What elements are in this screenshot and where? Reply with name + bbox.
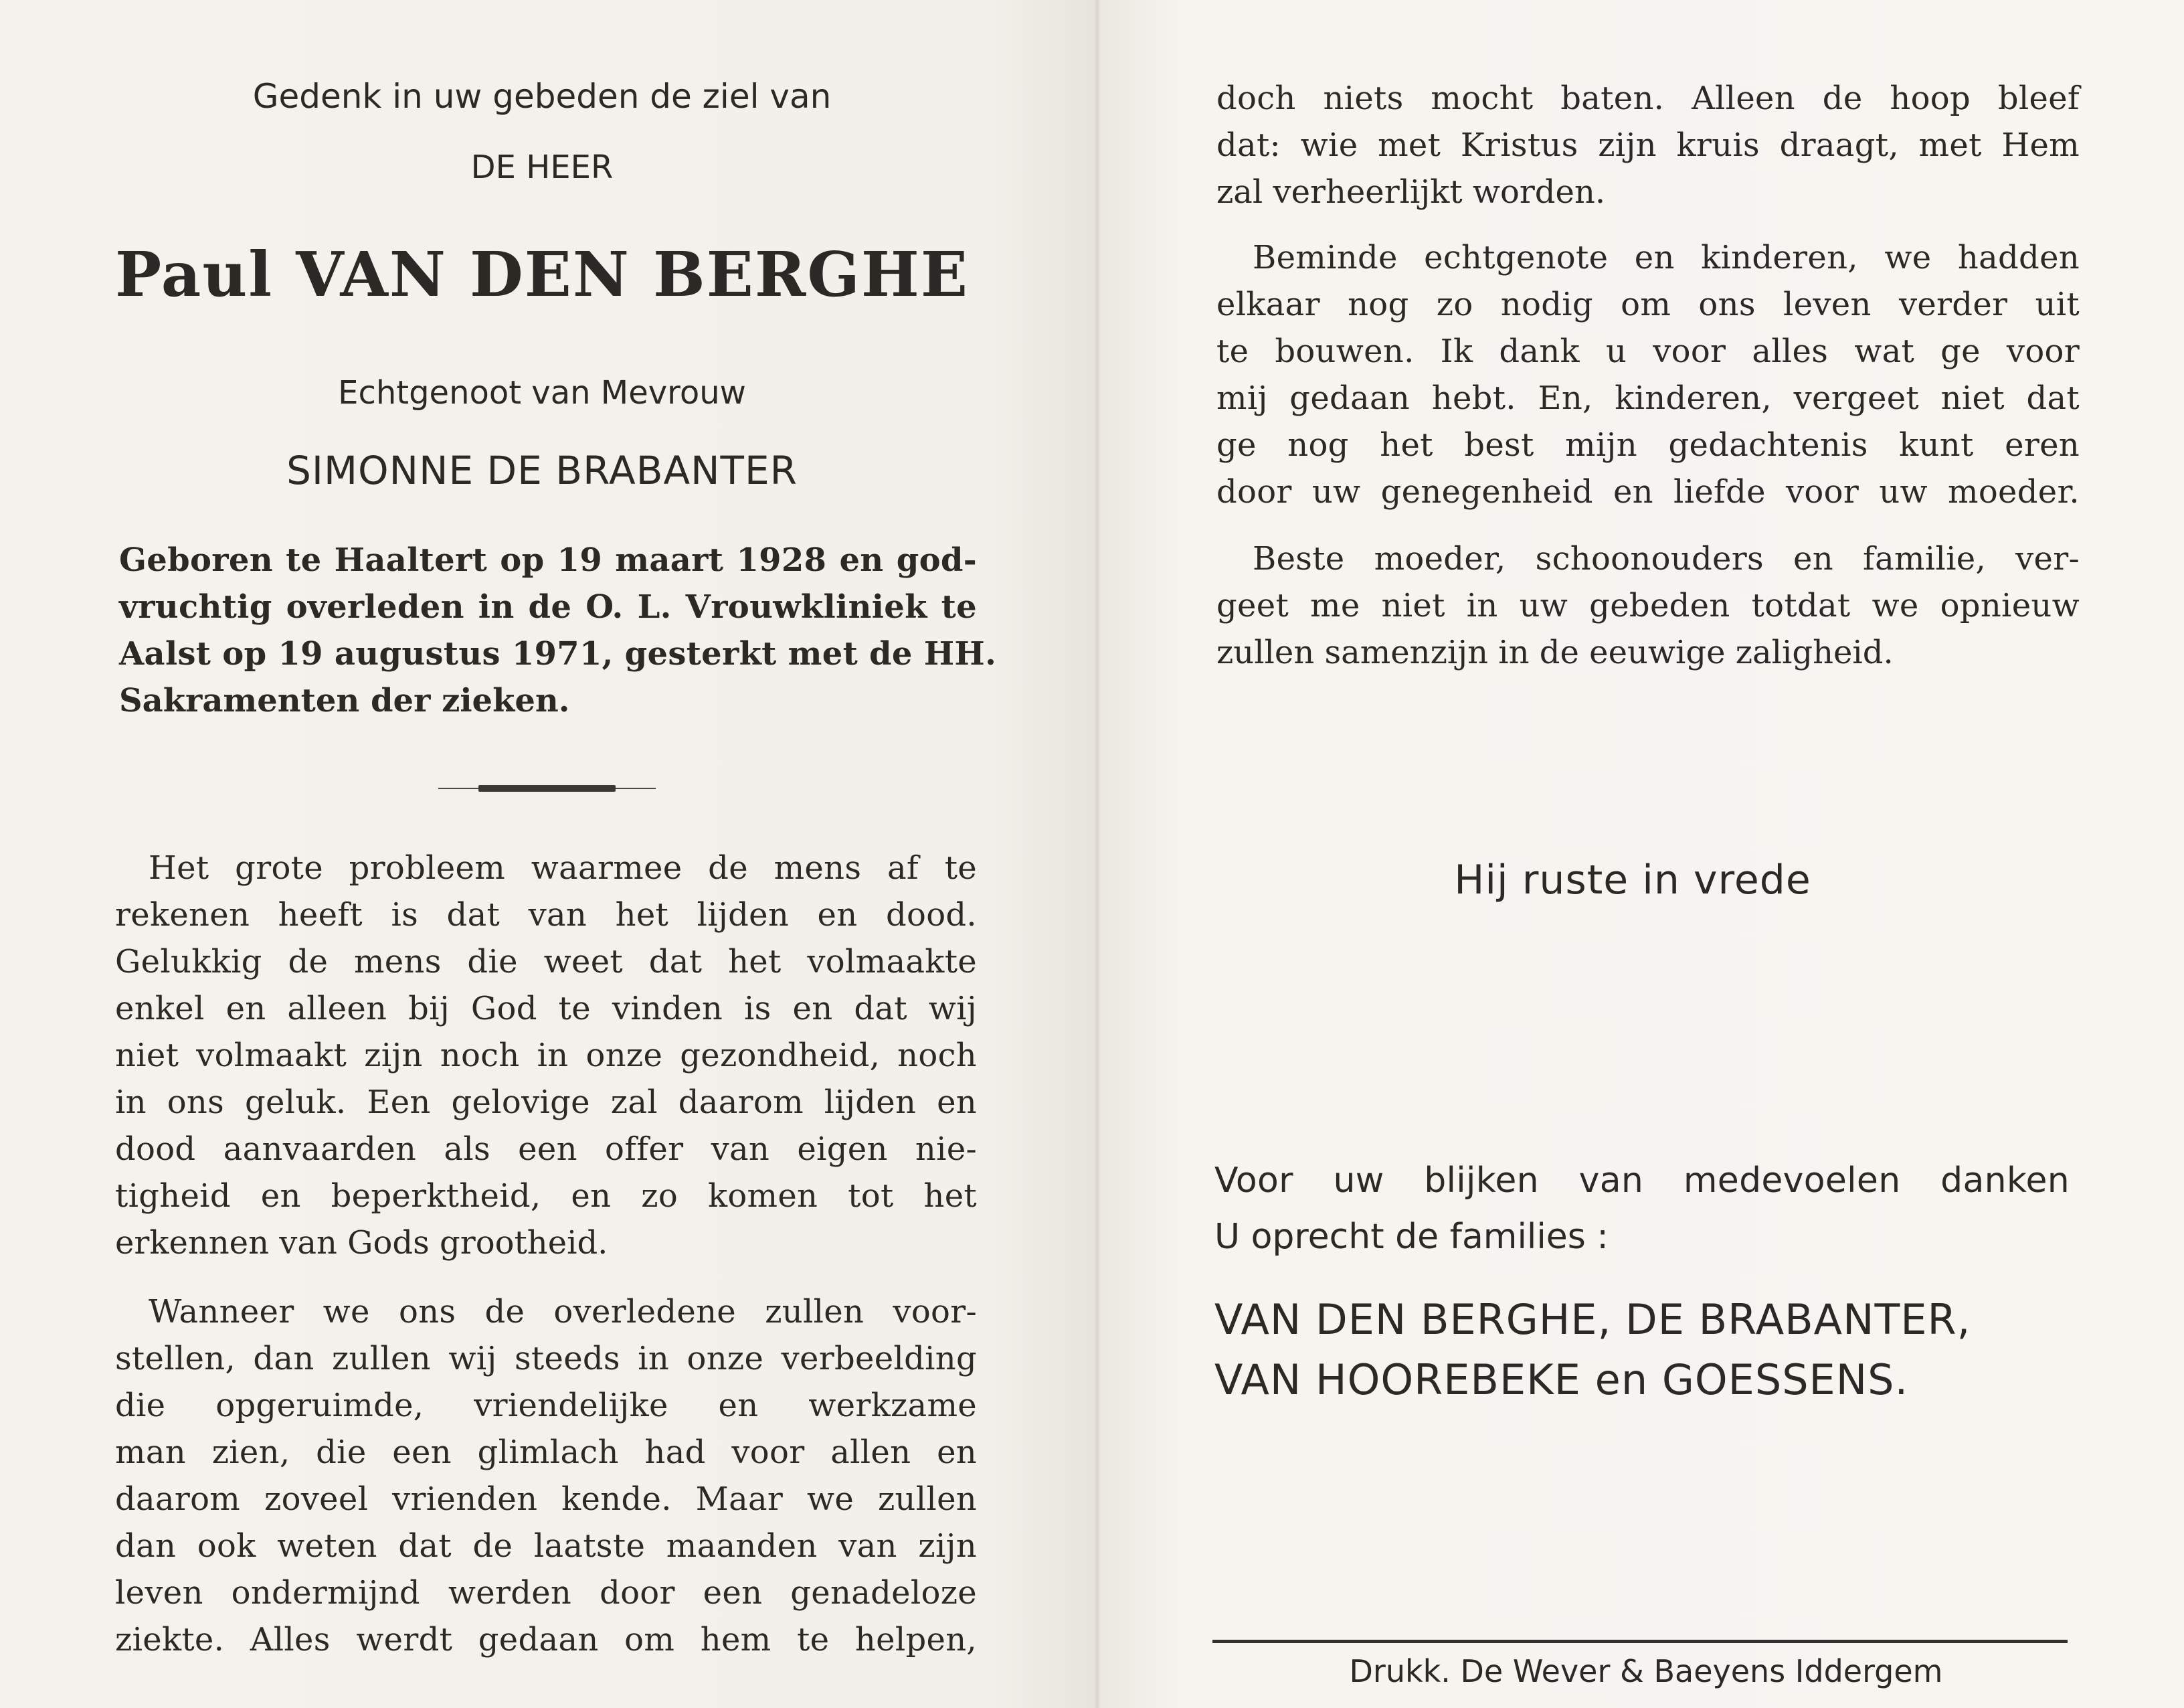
text-line: dood aanvaarden als een offer van eigen nie- (115, 1130, 977, 1168)
text-line: in ons geluk. Een gelovige zal daarom lijden en (115, 1084, 977, 1121)
text-line: Het grote probleem waarmee de mens af te (149, 849, 977, 887)
text-line: die opgeruimde, vriendelijke en werkzame (115, 1387, 977, 1424)
text-line: Wanneer we ons de overledene zullen voor- (149, 1293, 977, 1331)
text-line: leven ondermijnd werden door een genadeloze (115, 1574, 977, 1612)
spouse-name: SIMONNE DE BRABANTER (286, 448, 798, 493)
birth-line: Geboren te Haaltert op 19 maart 1928 en god- (119, 541, 977, 579)
printer-credit: Drukk. De Wever & Baeyens Iddergem (1349, 1653, 1943, 1689)
deceased-name: Paul VAN DEN BERGHE (115, 238, 969, 311)
text-line: Gelukkig de mens die weet dat het volmaakte (115, 943, 977, 980)
text-line: Beste moeder, schoonouders en familie, ver- (1253, 540, 2080, 578)
text-line: enkel en alleen bij God te vinden is en dat wij (115, 990, 977, 1027)
text-line: erkennen van Gods grootheid. (115, 1224, 608, 1262)
text-line: geet me niet in uw gebeden totdat we opnieuw (1216, 587, 2080, 624)
text-line: door uw genegenheid en liefde voor uw moeder. (1216, 473, 2080, 511)
text-line: man zien, die een glimlach had voor allen en (115, 1434, 977, 1471)
footer-rule (1212, 1640, 2068, 1643)
text-line: stellen, dan zullen wij steeds in onze verbeelding (115, 1340, 977, 1377)
ornamental-divider (438, 783, 656, 794)
text-line: te bouwen. Ik dank u voor alles wat ge voor (1216, 333, 2080, 370)
rest-in-peace: Hij ruste in vrede (1454, 857, 1811, 904)
text-line: ziekte. Alles werdt gedaan om hem te helpen, (115, 1621, 977, 1658)
spouse-intro: Echtgenoot van Mevrouw (338, 374, 746, 412)
text-line: ge nog het best mijn gedachtenis kunt eren (1216, 426, 2080, 464)
text-line: daarom zoveel vrienden kende. Maar we zullen (115, 1480, 977, 1518)
text-line: mij gedaan hebt. En, kinderen, vergeet niet dat (1216, 379, 2080, 417)
birth-line: vruchtig overleden in de O. L. Vrouwkliniek te (119, 588, 977, 626)
text-line: dat: wie met Kristus zijn kruis draagt, met Hem (1216, 126, 2080, 164)
family-line: VAN DEN BERGHE, DE BRABANTER, (1214, 1295, 1971, 1344)
text-line: Beminde echtgenote en kinderen, we hadden (1253, 239, 2080, 276)
text-line: zullen samenzijn in de eeuwige zaligheid. (1216, 634, 1894, 671)
text-line: elkaar nog zo nodig om ons leven verder uit (1216, 286, 2080, 323)
text-line: tigheid en beperktheid, en zo komen tot het (115, 1177, 977, 1215)
text-line: niet volmaakt zijn noch in onze gezondheid, noch (115, 1037, 977, 1074)
thanks-line: Voor uw blijken van medevoelen danken (1214, 1161, 2070, 1201)
text-line: dan ook weten dat de laatste maanden van zijn (115, 1527, 977, 1565)
family-line: VAN HOOREBEKE en GOESSENS. (1214, 1355, 1909, 1404)
thanks-line: U oprecht de families : (1214, 1217, 1609, 1257)
text-line: zal verheerlijkt worden. (1216, 173, 1606, 211)
intro-text: Gedenk in uw gebeden de ziel van (252, 77, 832, 116)
birth-line: Aalst op 19 augustus 1971, gesterkt met de HH. (119, 635, 997, 673)
card-fold (1095, 0, 1100, 1708)
text-line: rekenen heeft is dat van het lijden en dood. (115, 896, 977, 934)
text-line: doch niets mocht baten. Alleen de hoop bleef (1216, 80, 2080, 117)
honorific: DE HEER (470, 149, 614, 186)
birth-line: Sakramenten der zieken. (119, 682, 570, 719)
